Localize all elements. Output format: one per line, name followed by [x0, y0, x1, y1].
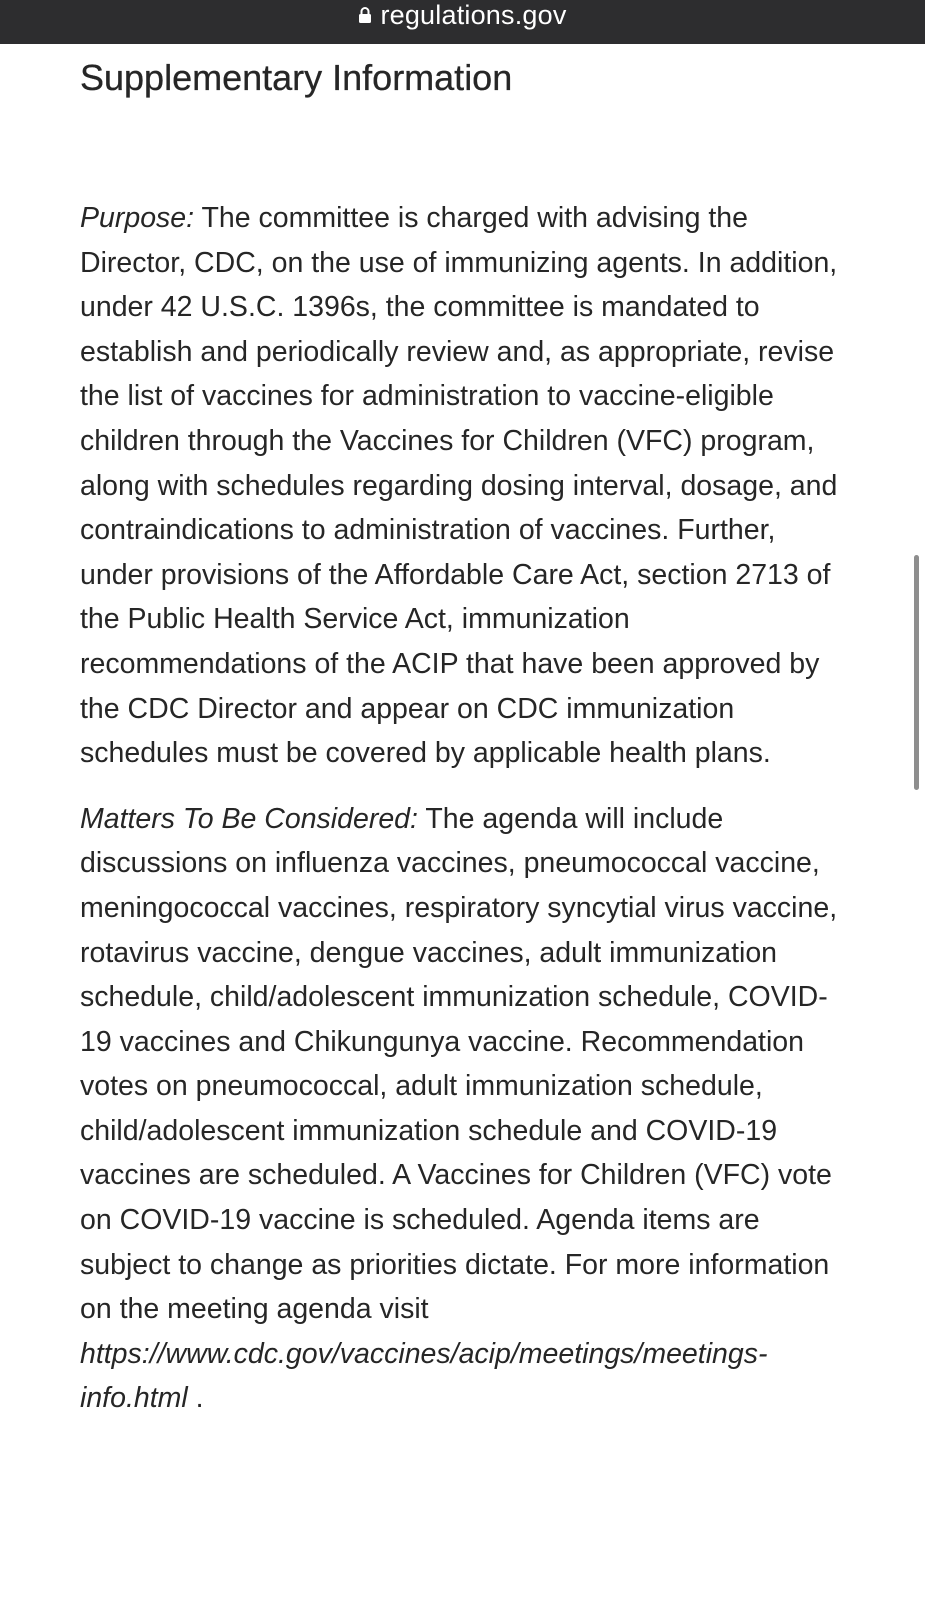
matters-label: Matters To Be Considered:	[80, 802, 418, 835]
lock-icon	[358, 6, 372, 24]
scrollbar-thumb[interactable]	[914, 555, 919, 790]
url-text: regulations.gov	[380, 0, 567, 30]
page-content	[80, 44, 850, 1421]
purpose-label: Purpose:	[80, 202, 195, 234]
browser-address-bar[interactable]	[0, 0, 925, 44]
purpose-text: The committee is charged with advising the Director, CDC, on the use of immunizing agents. In addition, under 42 U.S.C. 1396s, the committee is mandated to establish and periodically review and, as appropriate, revise the list of vaccines for administration to vaccine-eligible children through the Vaccines for Children (VFC) program, along with schedules regarding dosing interval, dosage, and contraindications to administration of vaccines. Further, under provisions of the Affordable Care Act, section 2713 of the Public Health Service Act, immunization recommendations of the ACIP that have been approved by the CDC Director and appear on CDC immunization schedules must be covered by applicable health plans.	[80, 202, 838, 770]
matters-text: The agenda will include discussions on influenza vaccines, pneumococcal vaccine, meningococcal vaccines, respiratory syncytial virus vaccine, rotavirus vaccine, dengue vaccines, adult immunization schedule, child/adolescent immunization schedule, COVID-19 vaccines and Chikungunya vaccine. Recommendation votes on pneumococcal, adult immunization schedule, child/adolescent immunization schedule and COVID-19 vaccines are scheduled. A Vaccines for Children (VFC) vote on COVID-19 vaccine is scheduled. Agenda items are subject to change as priorities dictate. For more information on the meeting agenda visit	[80, 802, 838, 1326]
matters-paragraph	[80, 797, 850, 1421]
agenda-link[interactable]: https://www.cdc.gov/vaccines/acip/meetings/meetings-info.html	[80, 1337, 768, 1415]
section-title: Supplementary Information	[80, 57, 513, 98]
purpose-paragraph	[80, 196, 850, 776]
matters-trailing: .	[187, 1382, 204, 1415]
address-bar-content	[358, 0, 566, 30]
